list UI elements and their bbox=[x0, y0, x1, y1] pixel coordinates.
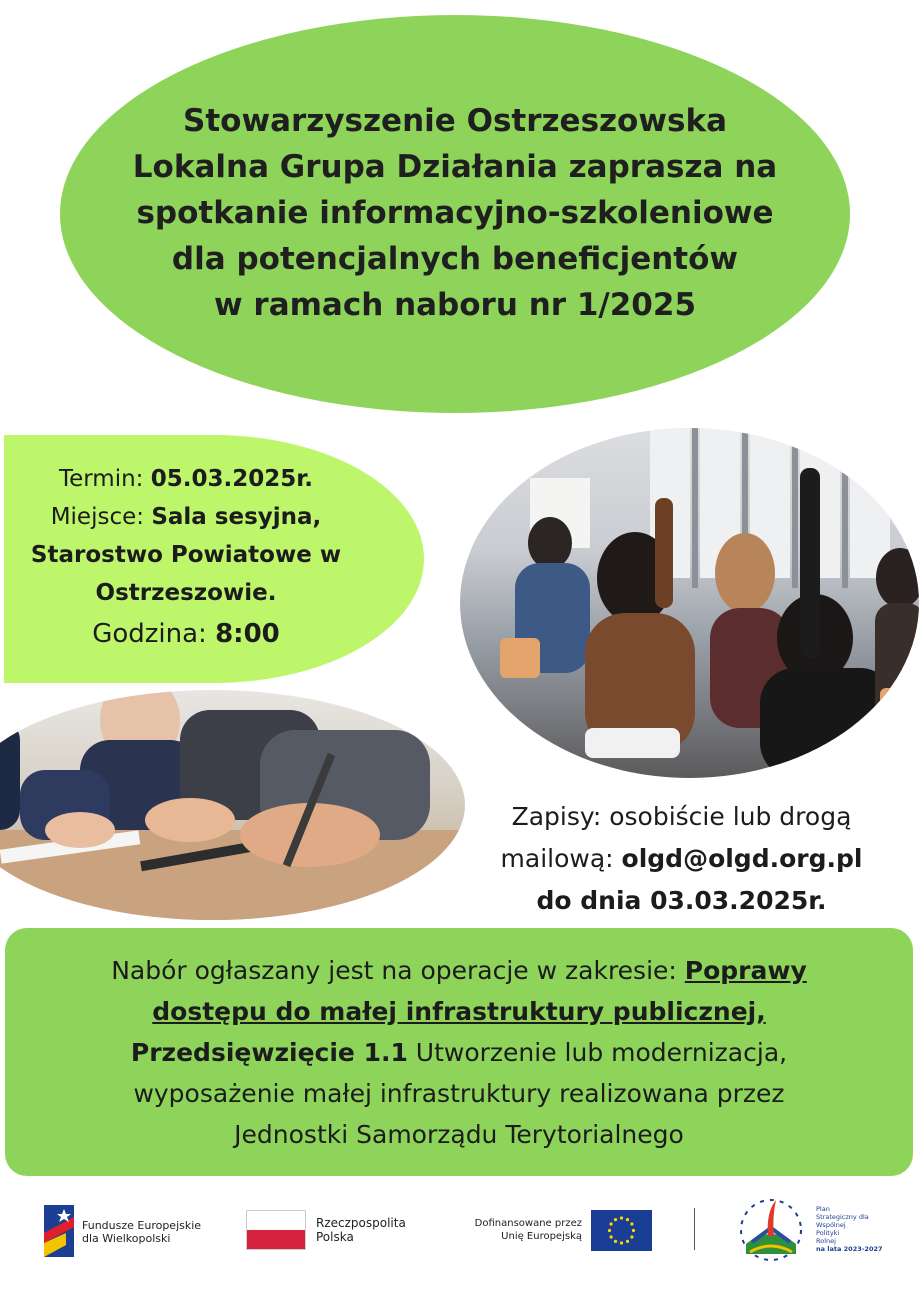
nabor-intro: Nabór ogłaszany jest na operacje w zakresie: bbox=[111, 956, 685, 985]
ps-line-1: Plan bbox=[816, 1205, 830, 1213]
nabor-scope-part-2: dostępu do małej infrastruktury publicznej, bbox=[152, 997, 766, 1026]
ps-line-2: Strategiczny dla bbox=[816, 1213, 869, 1221]
fundusze-europejskie-logo bbox=[44, 1205, 74, 1257]
godzina-value: 8:00 bbox=[215, 619, 280, 649]
termin-label: Termin: bbox=[58, 466, 151, 492]
header-line-2: Lokalna Grupa Działania zaprasza na bbox=[132, 149, 778, 185]
nabor-line-3-rest: Utworzenie lub modernizacja, bbox=[407, 1038, 788, 1067]
eu-funding-text bbox=[462, 1217, 582, 1243]
fe-line-2: dla Wielkopolski bbox=[82, 1232, 171, 1245]
nabor-line-2 bbox=[40, 991, 878, 1032]
plan-strategiczny-text bbox=[816, 1205, 883, 1253]
miejsce-value-1: Sala sesyjna, bbox=[151, 504, 322, 530]
nabor-line-3 bbox=[40, 1032, 878, 1073]
nabor-line-1 bbox=[40, 950, 878, 991]
polish-flag-icon bbox=[246, 1210, 306, 1250]
signup-line-1: Zapisy: osobiście lub drogą bbox=[511, 802, 852, 831]
godzina-label: Godzina: bbox=[92, 619, 216, 649]
ps-line-5: Rolnej bbox=[816, 1237, 836, 1245]
miejsce-row-2 bbox=[8, 536, 364, 574]
writing-photo bbox=[0, 690, 465, 920]
classroom-photo bbox=[460, 428, 919, 778]
rp-line-2: Polska bbox=[316, 1230, 354, 1244]
signup-info bbox=[484, 796, 879, 922]
rp-line-1: Rzeczpospolita bbox=[316, 1216, 406, 1230]
nabor-line-5: Jednostki Samorządu Terytorialnego bbox=[234, 1120, 684, 1149]
miejsce-value-3: Ostrzeszowie. bbox=[95, 580, 277, 606]
signup-deadline: do dnia 03.03.2025r. bbox=[536, 886, 827, 915]
plan-strategiczny-logo bbox=[732, 1192, 810, 1264]
nabor-text bbox=[40, 950, 878, 1155]
eu-flag-icon bbox=[591, 1210, 652, 1251]
nabor-line-4: wyposażenie małej infrastruktury realizowana przez bbox=[133, 1079, 785, 1108]
miejsce-row bbox=[8, 498, 364, 536]
rzeczpospolita-text bbox=[316, 1216, 406, 1244]
signup-line-2 bbox=[484, 838, 879, 880]
miejsce-row-3 bbox=[8, 574, 364, 612]
header-line-1: Stowarzyszenie Ostrzeszowska bbox=[183, 103, 727, 139]
header-line-4: dla potencjalnych beneficjentów bbox=[171, 241, 739, 277]
fe-line-1: Fundusze Europejskie bbox=[82, 1219, 202, 1232]
ue-line-1: Dofinansowane przez bbox=[474, 1218, 582, 1229]
ps-line-3: Wspólnej bbox=[816, 1221, 846, 1229]
header-title bbox=[110, 98, 800, 328]
header-line-3: spotkanie informacyjno-szkoleniowe bbox=[136, 195, 774, 231]
ue-line-2: Unię Europejską bbox=[501, 1231, 582, 1242]
signup-email-link[interactable]: olgd@olgd.org.pl bbox=[621, 844, 863, 873]
fundusze-europejskie-text bbox=[82, 1219, 201, 1245]
event-details bbox=[8, 460, 364, 656]
termin-row bbox=[8, 460, 364, 498]
nabor-scope-part-1: Poprawy bbox=[684, 956, 807, 985]
signup-email-label: mailową: bbox=[500, 844, 622, 873]
ps-line-6: na lata 2023-2027 bbox=[816, 1245, 883, 1253]
header-line-5: w ramach naboru nr 1/2025 bbox=[213, 287, 697, 323]
godzina-row bbox=[8, 612, 364, 656]
footer-divider bbox=[694, 1208, 695, 1250]
ps-line-4: Polityki bbox=[816, 1229, 840, 1237]
miejsce-label: Miejsce: bbox=[50, 504, 152, 530]
termin-value: 05.03.2025r. bbox=[150, 466, 314, 492]
przedsiewziecie-label: Przedsięwzięcie 1.1 bbox=[130, 1038, 408, 1067]
miejsce-value-2: Starostwo Powiatowe w bbox=[30, 542, 342, 568]
